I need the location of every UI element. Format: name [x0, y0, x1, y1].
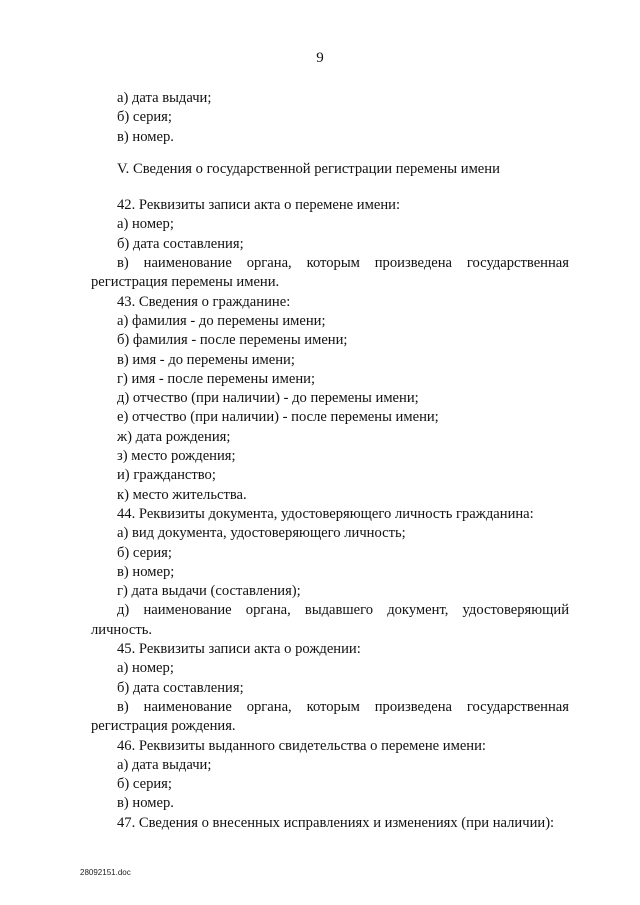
list-item: е) отчество (при наличии) - после перемены имени; — [117, 409, 439, 426]
list-item: б) фамилия - после перемены имени; — [117, 332, 348, 349]
list-item: д) наименование органа, выдавшего документ, удостоверяющий личность. — [91, 602, 569, 638]
list-item: а) дата выдачи; — [117, 756, 212, 773]
clause-heading: 46. Реквизиты выданного свидетельства о перемене имени: — [117, 737, 486, 754]
list-item: в) имя - до перемены имени; — [117, 351, 295, 368]
list-item: и) гражданство; — [117, 467, 216, 484]
document-body — [91, 89, 569, 833]
list-item: з) место рождения; — [117, 448, 236, 465]
list-item: в) номер. — [117, 128, 174, 145]
clause-heading: 44. Реквизиты документа, удостоверяющего личность гражданина: — [117, 505, 534, 522]
list-item: а) номер; — [117, 660, 174, 677]
footer-filename: 28092151.doc — [80, 868, 131, 877]
page-number: 9 — [316, 50, 324, 66]
list-item: б) серия; — [117, 544, 172, 561]
list-item: б) серия; — [117, 776, 172, 793]
list-item: г) имя - после перемены имени; — [117, 370, 315, 387]
clause-heading: 42. Реквизиты записи акта о перемене имени: — [117, 197, 401, 214]
list-item: ж) дата рождения; — [117, 428, 231, 445]
list-item: в) номер. — [117, 795, 174, 812]
list-item: к) место жительства. — [117, 486, 247, 503]
list-item: б) дата составления; — [117, 679, 244, 696]
clause-heading: 47. Сведения о внесенных исправлениях и изменениях (при наличии): — [117, 814, 555, 831]
list-item: г) дата выдачи (составления); — [117, 583, 301, 600]
list-item: б) серия; — [117, 109, 172, 126]
list-item: в) наименование органа, которым произведена государственная регистрация рождения. — [91, 698, 569, 735]
list-item: а) вид документа, удостоверяющего личность; — [117, 525, 406, 542]
list-item: д) отчество (при наличии) - до перемены имени; — [117, 390, 419, 407]
clause-heading: 45. Реквизиты записи акта о рождении: — [117, 641, 361, 658]
clause-heading: 43. Сведения о гражданине: — [117, 293, 291, 310]
list-item: б) дата составления; — [117, 235, 244, 252]
section-heading: V. Сведения о государственной регистрации перемены имени — [117, 160, 500, 177]
list-item: в) наименование органа, которым произведена государственная регистрация перемены имени. — [91, 255, 569, 291]
list-item: в) номер; — [117, 563, 175, 580]
list-item: а) дата выдачи; — [117, 90, 212, 106]
list-item: а) номер; — [117, 216, 174, 233]
list-item: а) фамилия - до перемены имени; — [117, 312, 326, 329]
